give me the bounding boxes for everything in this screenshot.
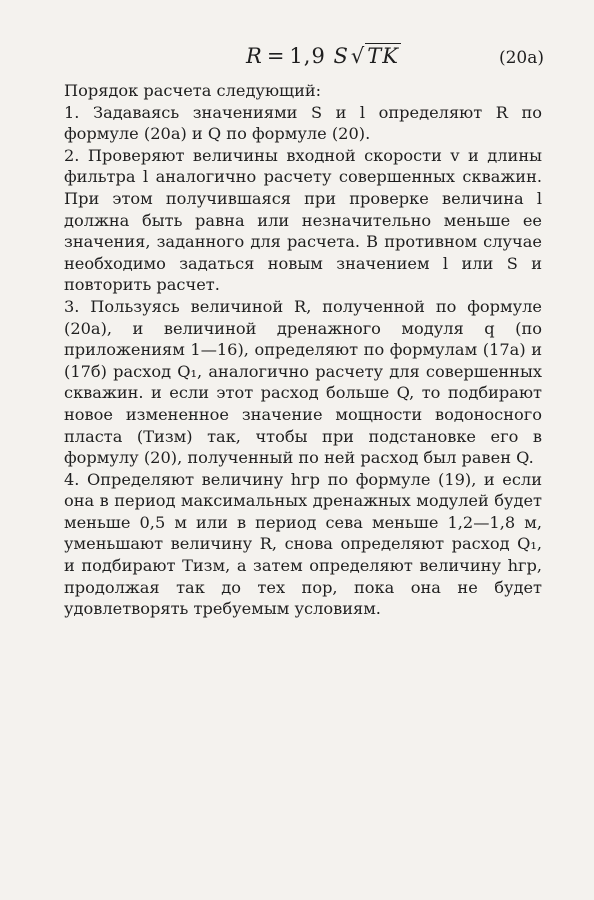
paragraph-step-4: 4. Определяют величину hгр по формуле (19), и если она в период максимальных дренажных модулей будет меньше 0,5 м или в период сева меньше 1,2—1,8 м, уменьшают величину R, снова определяют расход Q₁, и подбирают Tизм, а затем определяют величину hгр, продолжая так до тех пор, пока она не будет удовлетворять требуемым условиям. — [64, 469, 542, 619]
formula-radicand: TK — [367, 44, 399, 68]
text-body — [64, 80, 542, 620]
paragraph-step-2: 2. Проверяют величины входной скорости v и длины фильтра l аналогично расчету совершенных скважин. При этом получившаяся при проверке величина l должна быть равна или незначительно меньше ее значения, заданного для расчета. В противном случае необходимо задаться новым значением l или S и повторить расчет. — [64, 145, 542, 295]
formula-20a — [246, 44, 401, 68]
formula-lhs: R — [246, 44, 263, 68]
formula-coefficient: 1,9 — [289, 44, 326, 68]
paragraph-step-3: 3. Пользуясь величиной R, полученной по формуле (20а), и величиной дренажного модуля q (по приложениям 1—16), определяют по формулам (17а) и (17б) расход Q₁, аналогично расчету для совершенных скважин. и если этот расход больше Q, то подбирают новое измененное значение мощности водоносного пласта (Tизм) так, чтобы при подстановке его в формулу (20), полученный по ней расход был равен Q. — [64, 296, 542, 468]
formula-var-s: S — [333, 44, 349, 68]
formula-equals: = — [266, 44, 286, 68]
paragraph-step-1: 1. Задаваясь значениями S и l определяют R по формуле (20а) и Q по формуле (20). — [64, 102, 542, 144]
paragraph-intro: Порядок расчета следующий: — [64, 81, 322, 100]
formula-row — [60, 44, 550, 78]
sqrt-icon: √ — [350, 44, 366, 68]
formula-number: (20а) — [498, 48, 544, 68]
